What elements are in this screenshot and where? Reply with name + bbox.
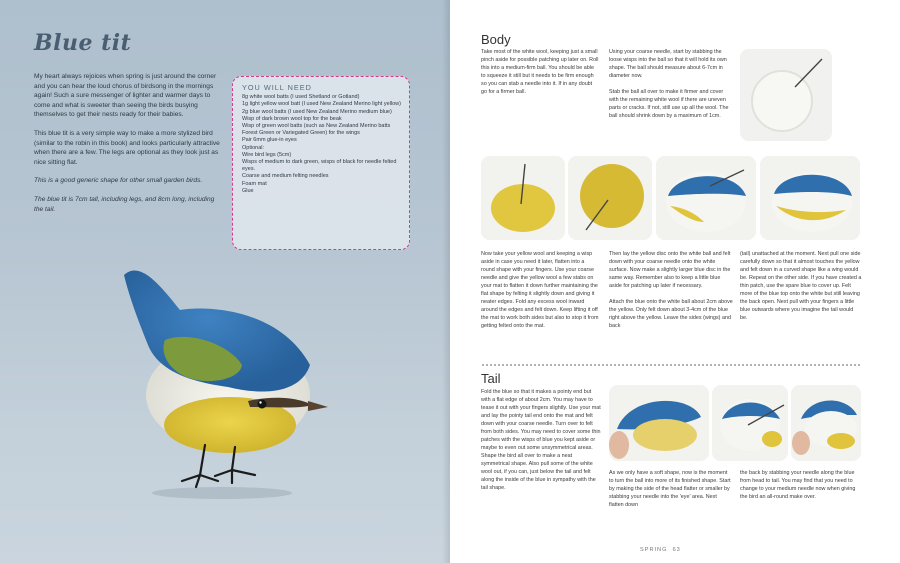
paragraph: Stab the ball all over to make it firmer and cover with the remaining white wool if there are uneven parts or cracks. If not, still use up all the wool. The ball should shrink down by a maximum of 1cm.	[609, 89, 729, 119]
paragraph: Then lay the yellow disc onto the white ball and felt down with your coarse needle onto the white surface. Now make a slightly larger blue disc in the same way. Remember also to keep a little blue aside for patching up later if necessary.	[609, 251, 731, 289]
need-item: Optional:	[242, 144, 265, 151]
intro-text	[34, 72, 224, 223]
need-item: Wire bird legs (5cm)	[242, 151, 292, 158]
photo-yellow-flatten	[481, 156, 565, 240]
intro-paragraph: My heart always rejoices when spring is just around the corner and you can hear the loud chorus of birdsong in the mornings again! Such a sure messenger of lighter and warmer days to come and what is sweeter than seeing the birds busying themselves to get their nests ready for their babies.	[34, 73, 217, 119]
body-text-col2	[609, 48, 734, 128]
you-will-need-box	[232, 76, 410, 250]
section-divider	[481, 364, 861, 366]
photo-tail-fold	[609, 385, 709, 461]
bird-eye	[258, 400, 267, 409]
need-item: 1g light yellow wool batt (I used New Zealand Merino light yellow)	[242, 101, 401, 108]
tail-text-col2	[609, 469, 731, 517]
paragraph: Using your coarse needle, start by stabbing the loose wisps into the ball so that it will hold its own shape. The ball should measure about 6-7cm in diameter now.	[609, 49, 727, 79]
section-heading-body: Body	[481, 32, 511, 47]
tail-text-col3	[740, 469, 862, 509]
paragraph: Take most of the white wool, keeping just a small pinch aside for possible patching up later on. Roll this into a medium-firm ball. You should be able to squeeze it still but it needs to be firm enough so you can stab a needle into it. If in any doubt go for a firmer ball.	[481, 49, 599, 95]
need-item: Wisp of green wool batts (such as New Zealand Merino batts Forest Green or Variegated Green) for the wings	[242, 123, 391, 137]
right-page	[450, 0, 900, 563]
need-item: Foam mat	[242, 180, 267, 187]
body-text-mid1	[481, 250, 599, 338]
need-item: 2g blue wool batts (I used New Zealand Merino medium blue)	[242, 108, 392, 115]
footer-section: SPRING	[640, 547, 668, 553]
page-title: Blue tit	[34, 30, 132, 56]
photo-white-ball	[740, 49, 832, 141]
photo-blue-disc	[656, 156, 756, 240]
paragraph: As we only have a soft shape, now is the moment to turn the ball into more of its finished shape. Start by making the side of the head flatter or smaller by stabbing your needle into the 'eye' area. Next flatten down	[609, 470, 731, 508]
body-text-mid3	[740, 250, 862, 330]
paragraph: Attach the blue onto the white ball about 2cm above the yellow. Only felt down about 3-4cm of the blue right above the yellow. Leave the sides (wings) and back	[609, 299, 733, 329]
bird-beak	[308, 401, 328, 411]
blue-tit-photo	[110, 255, 350, 515]
intro-paragraph: This blue tit is a very simple way to make a more stylized bird (similar to the robin in this book) and looks particularly attractive when there are a few. The legs are optional as they look just as nice sitting flat.	[34, 129, 220, 166]
intro-note: This is a good generic shape for other small garden birds.	[34, 177, 203, 185]
page-footer	[640, 547, 681, 553]
need-item: Pair 6mm glue-in eyes	[242, 137, 297, 144]
need-item: Wisps of medium to dark green, wisps of black for needle felted eyes.	[242, 159, 397, 173]
photo-yellow-disc	[568, 156, 652, 240]
page-number: 63	[672, 547, 681, 553]
photo-tail-finish	[791, 385, 861, 461]
section-heading-tail: Tail	[481, 371, 501, 386]
paragraph: Now take your yellow wool and keeping a wisp aside in case you need it later, flatten into a round shape with your fingers. Use your coarse needle and give the yellow wool a few stabs on your mat to flatten it down further maintaining the flat shape by felting it slightly down and giving it neater edges. Fold any excess wool inward around the edges and felt down. Keep lifting it off the mat to work both sides but also to stop it from getting felted onto the mat.	[481, 251, 599, 329]
body-text-mid2	[609, 250, 733, 338]
paragraph: the back by stabbing your needle along the blue from head to tail. You may find that you need to change to your medium needle now when giving the bird an all-round make over.	[740, 470, 856, 500]
need-title: YOU WILL NEED	[242, 83, 312, 92]
need-item: Glue	[242, 187, 254, 194]
need-item: Wisp of dark brown wool top for the beak	[242, 115, 342, 122]
tail-text-col1	[481, 388, 601, 500]
photo-blue-attached	[760, 156, 860, 240]
paragraph: Fold the blue so that it makes a pointy end but with a flat edge of about 2cm. You may have to tease it out with your fingers slightly. Use your mat and lay the pointy tail end onto the mat and felt down with your coarse needle. Turn over to felt from both sides. You may need to cover some thin patches with the wisps of blue you kept aside or maybe to even out some unsymmetrical areas. Shape the bird all over to make a neat symmetrical shape. Also pull some of the white wool out, if you can, just below the tail and felt along the inside of the blue in sympathy with the tail shape.	[481, 389, 601, 491]
photo-tail-shape	[712, 385, 788, 461]
body-text-col1	[481, 48, 599, 104]
need-item: Coarse and medium felting needles	[242, 173, 329, 180]
need-item: 8g white wool batts (I used Shetland or Gotland)	[242, 94, 360, 101]
paragraph: (tail) unattached at the moment. Next pull one side carefully down so that it almost touches the yellow and felt down in a curved shape like a wing would be. Repeat on the other side. If you have created a thin patch, use the spare blue to cover up. Felt more of the blue top onto the white but still leaving the back open. Next pull with your fingers a little blue outwards where you imagine the tail would be.	[740, 251, 862, 321]
size-note: The blue tit is 7cm tall, including legs, and 8cm long, including the tail.	[34, 195, 215, 213]
